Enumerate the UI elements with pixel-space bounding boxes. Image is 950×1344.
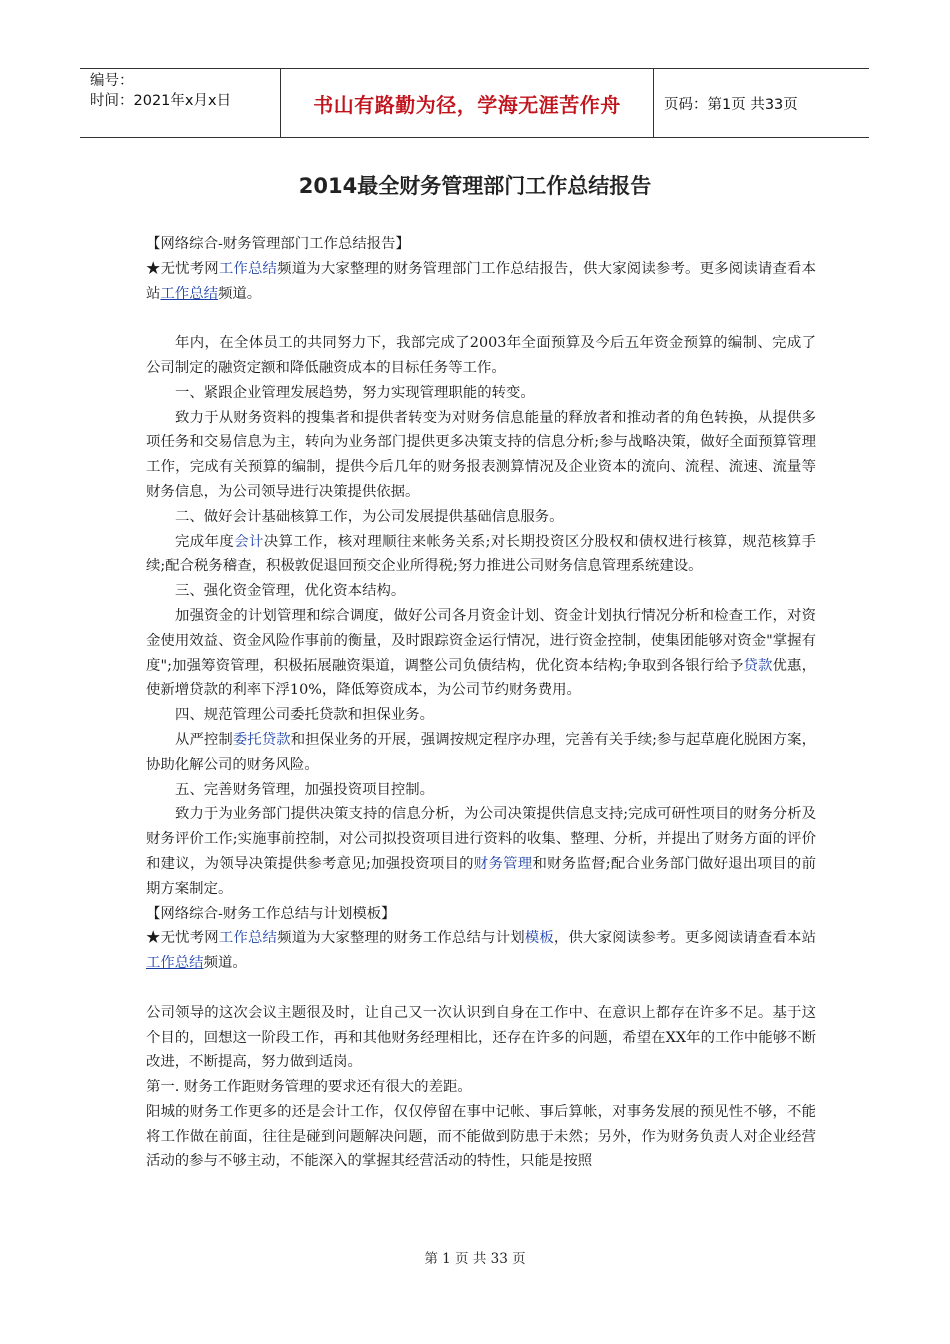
number-label: 编号： (90, 73, 134, 89)
section-tag: 【网络综合-财务管理部门工作总结报告】 (146, 236, 410, 252)
paragraph: 从严控制委托贷款和担保业务的开展，强调按规定程序办理，完善有关手续;参与起草鹿化脱困方案，协助化解公司的财务风险。 (146, 731, 816, 773)
link-financial-management[interactable]: 财务管理 (473, 855, 533, 872)
header-meta (80, 69, 280, 137)
link-accounting[interactable]: 会计 (234, 533, 264, 550)
paragraph: 年内，在全体员工的共同努力下，我部完成了2003年全面预算及今后五年资金预算的编制、完成了公司制定的融资定额和降低融资成本的目标任务等工作。 (146, 335, 816, 376)
page-header (80, 68, 869, 138)
paragraph: 阳城的财务工作更多的还是会计工作，仅仅停留在事中记帐、事后算帐，对事务发展的预见性不够，不能将工作做在前面，往往是碰到问题解决问题，而不能做到防患于未然；另外，作为财务负责人对企业经营活动的参与不够主动，不能深入的掌握其经营活动的特性，只能是按照 (146, 1103, 816, 1170)
heading-3: 三、强化资金管理，优化资本结构。 (175, 583, 406, 600)
document-title: 2014最全财务管理部门工作总结报告 (298, 174, 652, 198)
time-label: 时间：2021年x月x日 (90, 93, 232, 109)
paragraph: 完成年度会计决算工作，核对理顺往来帐务关系;对长期投资区分股权和债权进行核算，规范核算手续;配合税务稽查，积极敦促退回预交企业所得税;努力推进公司财务信息管理系统建设。 (146, 533, 816, 575)
paragraph: 第一. 财务工作距财务管理的要求还有很大的差距。 (146, 1079, 472, 1096)
link-template[interactable]: 模板 (524, 930, 554, 947)
page-footer: 第 1 页 共 33 页 (424, 1251, 526, 1267)
paragraph: 加强资金的计划管理和综合调度，做好公司各月资金计划、资金计划执行情况分析和检查工作，对资金使用效益、资金风险作事前的衡量，及时跟踪资金运行情况，进行资金控制，使集团能够对资金"掌握有度";加强筹资管理，积极拓展融资渠道，调整公司负债结构，优化资本结构;争取到各银行给予贷款优惠，使新增贷款的利率下浮10%，降低筹资成本，为公司节约财务费用。 (146, 607, 816, 699)
header-page-info: 页码：第1页 共33页 (664, 96, 798, 113)
link-loan[interactable]: 贷款 (743, 657, 773, 674)
header-motto: 书山有路勤为径，学海无涯苦作舟 (280, 69, 654, 137)
link-work-summary[interactable]: 工作总结 (218, 260, 278, 277)
section-intro: ★无忧考网工作总结频道为大家整理的财务管理部门工作总结报告，供大家阅读参考。更多阅读请查看本站工作总结频道。 (146, 260, 816, 302)
link-work-summary-channel[interactable]: 工作总结 (160, 285, 218, 302)
paragraph: 致力于从财务资料的搜集者和提供者转变为对财务信息能量的释放者和推动者的角色转换，从提供多项任务和交易信息为主，转向为业务部门提供更多决策支持的信息分析;参与战略决策，做好全面预算管理工作，完成有关预算的编制，提供今后几年的财务报表测算情况及企业资本的流向、流程、流速、流量等财务信息，为公司领导进行决策提供依据。 (146, 409, 816, 500)
heading-1: 一、紧跟企业管理发展趋势，努力实现管理职能的转变。 (175, 384, 535, 401)
document-body (146, 232, 816, 1174)
heading-5: 五、完善财务管理，加强投资项目控制。 (175, 781, 435, 798)
link-entrusted-loan[interactable]: 委托贷款 (232, 731, 291, 748)
section-intro: ★无忧考网工作总结频道为大家整理的财务工作总结与计划模板，供大家阅读参考。更多阅读请查看本站工作总结频道。 (146, 930, 816, 972)
heading-2: 二、做好会计基础核算工作，为公司发展提供基础信息服务。 (175, 508, 564, 525)
heading-4: 四、规范管理公司委托贷款和担保业务。 (175, 707, 435, 724)
section-tag: 【网络综合-财务工作总结与计划模板】 (146, 905, 396, 922)
link-work-summary[interactable]: 工作总结 (218, 930, 278, 947)
paragraph: 公司领导的这次会议主题很及时，让自己又一次认识到自身在工作中、在意识上都存在许多不足。基于这个目的，回想这一阶段工作，再和其他财务经理相比，还存在许多的问题，希望在XX年的工作中能够不断改进，不断提高，努力做到适岗。 (146, 1004, 816, 1071)
paragraph: 致力于为业务部门提供决策支持的信息分析，为公司决策提供信息支持;完成可研性项目的财务分析及财务评价工作;实施事前控制，对公司拟投资项目进行资料的收集、整理、分析，并提出了财务方面的评价和建议，为领导决策提供参考意见;加强投资项目的财务管理和财务监督;配合业务部门做好退出项目的前期方案制定。 (146, 806, 816, 897)
link-work-summary-channel[interactable]: 工作总结 (146, 955, 204, 972)
